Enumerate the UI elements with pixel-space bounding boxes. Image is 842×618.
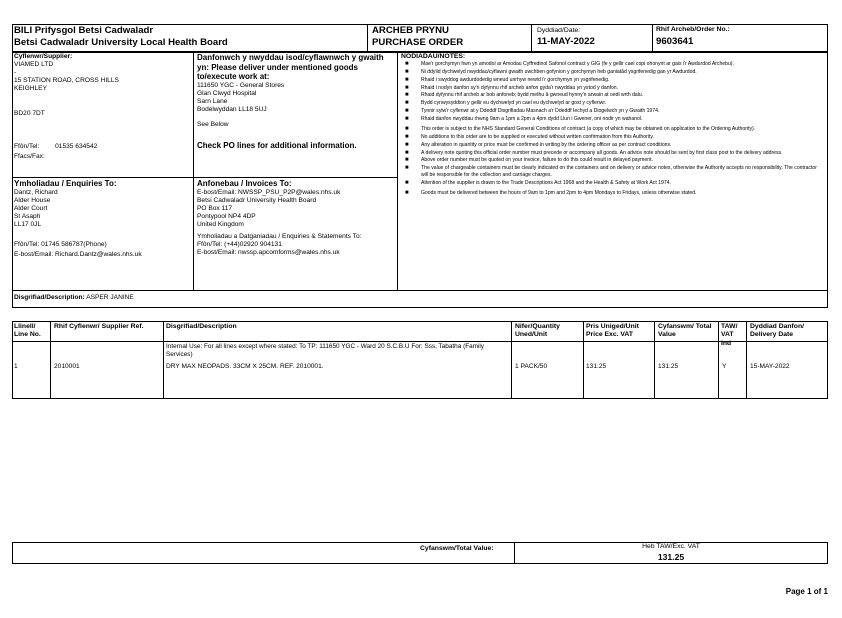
supplier-block [14,53,190,118]
description-row [14,294,134,302]
delivery-line: Glan Clwyd Hospital [197,89,257,97]
org-name-welsh: BILI Prifysgol Betsi Cadwaladr [14,25,154,36]
invoices-label: Anfonebau / Invoices To: [197,179,292,188]
order-no-value: 9603641 [656,36,694,47]
enquiries-line: Alder House [14,196,51,204]
description-label: Disgrifiad/Description: [14,294,85,301]
note-item: ■ Above order number must be quoted on your invoice, failure to do this could result in delayed payment. [405,157,653,164]
doc-title-english: PURCHASE ORDER [372,37,464,48]
invoices-email: E-bost/Email: nwssp.apcomforms@wales.nhs.uk [197,248,340,256]
notes-heading: NODIADAU/NOTES: [401,53,466,60]
delivery-line: Sarn Lane [197,97,228,105]
col-header-supplier-ref: Rhif Cyflenwr/ Supplier Ref. [54,323,144,330]
note-item: ■ Rhaid danfon nwyddau rhwng 9am a 1pm a 2pm a 4pm dydd Llun i Gwener, oni nodir yn wahanol. [405,116,643,123]
description-value: ASPER JANINE [86,294,134,301]
col-header-line: Llinell/ Line No. [14,323,41,339]
enquiries-phone: Ffôn/Tel: 01745 586787(Phone) [14,241,107,248]
enquiries-line: Dantz, Richard [14,188,58,196]
invoices-line: United Kingdom [197,220,244,228]
supplier-line: KEIGHLEY [14,85,47,93]
col-header-vat: TAW/ VAT Ind [721,323,738,347]
delivery-line: See Below [197,120,229,128]
row-delivery-date: 15-MAY-2022 [750,363,790,370]
note-item: ■ Tynnir sylw'r cyflenwr at y Ddeddf Disgrifiadau Masnach a'r Ddeddf Iechyd a Diogelwch yn y Gwaith 1974. [405,108,660,115]
supplier-line: VIAMED LTD [14,61,54,69]
invoices-phone: Ffôn/Tel: (+44)02920 904131 [197,240,282,248]
row-total-value: 131.25 [658,363,679,370]
row-vat-ind: Y [722,363,727,370]
enquiries-line: Alder Court [14,204,48,212]
invoices-line: E-bost/Email: NWSSP_PSU_P2P@wales.nhs.uk [197,188,341,196]
note-item: ■ Attention of the supplier is drawn to the Trade Descriptions Act 1968 and the Health & Safety at Work Act 1974. [405,179,671,186]
supplier-phone-label: Ffôn/Tel: [14,143,40,150]
row-unit-price: 131.25 [586,363,607,370]
invoices-enquiries-line: Ymholiadau a Datganiadau / Enquiries & Statements To: [197,232,362,240]
row-line-no: 1 [14,363,18,370]
delivery-line [197,114,393,121]
note-item: ■ Rhaid i swyddog awdurdodedig wneud unrhyw newid i'r gorchymyn yn ysgrifenedig. [405,76,610,83]
enquiries-label: Ymholiadau / Enquiries To: [14,179,117,188]
note-item: ■ The value of chargeable containers must be clearly indicated on the containers and on delivery or advice notes, otherwise the Authority accepts no responsibility. The contractor will be responsible for the collection and carriage charges. [405,165,817,178]
note-item: ■ This order is subject to the NHS Standard General Conditions of contract (a copy of which may be obtained on application to the Ordering Authority). [405,125,756,132]
date-label: Dyddiad/Date: [537,27,581,34]
delivery-check-note: Check PO lines for additional information. [197,141,357,150]
totals-label: Cyfanswm/Total Value: [420,545,494,552]
invoices-line: Betsi Cadwaladr University Health Board [197,196,317,204]
notes-list [401,61,825,196]
note-item: ■ No additions to this order are to be supplied or executed without written confirmation from this Authority. [405,133,654,140]
doc-title-welsh: ARCHEB PRYNU [372,25,449,36]
enquiries-line: LL17 0JL [14,220,42,228]
enquiries-block [14,179,190,229]
delivery-block [197,53,393,129]
col-header-uom: Nifer/Quantity Uned/Unit [515,323,560,339]
enquiries-email: E-bost/Email: Richard.Dantz@wales.nhs.uk [14,251,142,258]
col-header-total: Cyfanswm/ Total Value [658,323,712,339]
org-name-english: Betsi Cadwaladr University Local Health Board [14,37,228,48]
supplier-line: - [14,69,17,77]
delivery-heading: Danfonwch y nwyddau isod/cyflawnwch y gwaith yn: Please deliver under mentioned goods to/execute work at: [197,53,384,82]
supplier-phone [14,143,97,151]
supplier-line: 15 STATION ROAD, CROSS HILLS [14,77,119,85]
enquiries-line: St Asaph [14,212,41,220]
supplier-label: Cyflenwr/Supplier: [14,53,73,60]
page-number: Page 1 of 1 [785,587,828,596]
delivery-line: 111650 YGC - General Stores [197,81,285,89]
note-item: ■ Ni ddylid dychwelyd nwyddau/cyflawni gwaith uwchben gofynion y gorchymyn heb ganiatâd ysgrifenedig gan yr Awdurdod. [405,68,697,75]
col-header-price: Pris Uniged/Unit Price Exc. VAT [586,323,639,339]
row-internal-note: Internal Use: For all lines except where stated: To TP: 111650 YGC - Ward 20 S.C.B.U For: Sss, Tabatha (Family Services) [166,343,485,358]
supplier-line: BD20 7DT [14,110,45,118]
note-item: ■ Any alteration in quantity or price must be confirmed in writing by the ordering officer as per contract conditions. [405,141,672,148]
col-header-delivery: Dyddiad Danfon/ Delivery Date [750,323,804,339]
totals-value: 131.25 [657,552,685,562]
note-item: ■ Bydd cynwysyddion y gellir eu dychwelyd yn cael eu dychwelyd ar gost y cyflenwr. [405,100,607,107]
note-item: ■ Rhaid i nodyn danfon sy'n dyfynnu rhif archeb anfon gyda'r nwyddau yn ystod y danfon. [405,84,619,91]
invoices-line: PO Box 117 [197,204,233,212]
totals-vat-label: Heb TAW/Exc. VAT [642,543,700,550]
supplier-line [14,93,190,101]
row-uom: 1 PACK/50 [515,363,548,370]
invoices-block [197,179,395,257]
note-item: ■ Mae'r gorchymyn hwn yn amodol ar Amodau Cyffredinol Safonol contract y GIG (fe y gellir cael copi ohonynt ar gais i'r Awdurdod Archebu). [405,61,734,67]
note-item: ■ A delivery note quoting this official order number must precede or accompany all goods. An advice note should be sent by first class post to the delivery address. [405,149,783,156]
notes-block [401,61,825,197]
delivery-line: Bodelwyddan LL18 5UJ [197,105,267,113]
supplier-fax-label: Ffacs/Fax: [14,153,45,160]
note-item: ■ Rhaid dyfynnu rhif archeb ar bob anfoneb; bydd methu â gwneud hynny'n arwain at oedi wrth dalu. [405,92,644,99]
supplier-phone-value: 01535 634542 [55,143,98,150]
order-no-label: Rhif Archeb/Order No.: [656,26,730,33]
date-value: 11-MAY-2022 [537,36,595,47]
invoices-line: Pontypool NP4 4DP [197,212,256,220]
row-description: DRY MAX NEOPADS. 33CM X 25CM. REF. 2010001. [166,363,324,370]
note-item: ■ Goods must be delivered between the hours of 9am to 1pm and 2pm to 4pm Mondays to Fridays, unless otherwise stated. [405,189,697,196]
col-header-description: Disgrifiad/Description [166,323,237,330]
row-supplier-ref: 2010001 [54,363,80,370]
